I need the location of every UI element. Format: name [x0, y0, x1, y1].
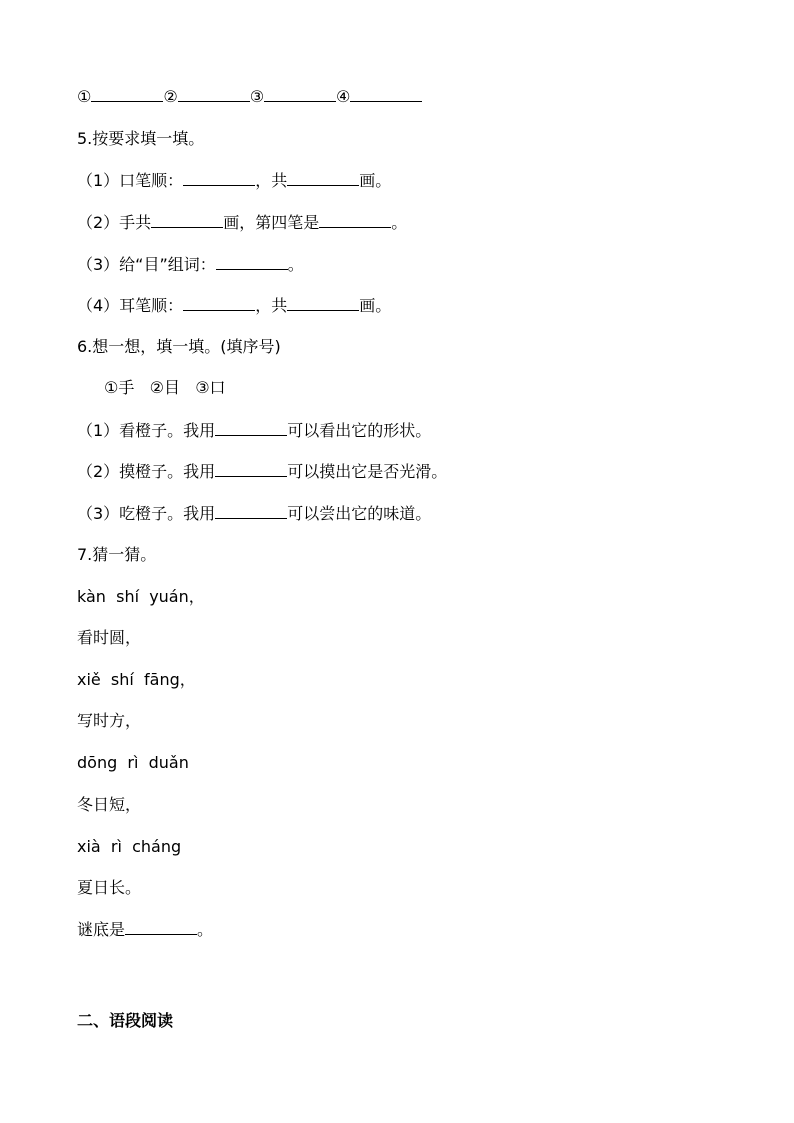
- blank-q5-3[interactable]: [216, 254, 288, 270]
- blank-q6-1[interactable]: [215, 420, 287, 436]
- circle-4: ④: [336, 87, 351, 106]
- q7-title: 7.猜一猜。: [77, 545, 157, 564]
- blank-q4-3[interactable]: [264, 86, 336, 102]
- riddle-line-2: 写时方，: [77, 711, 142, 730]
- blank-q5-1b[interactable]: [287, 170, 359, 186]
- blank-q4-4[interactable]: [350, 86, 422, 102]
- q6-options: ①手 ②目 ③口: [104, 378, 226, 397]
- blank-q5-4b[interactable]: [287, 295, 359, 311]
- riddle-pinyin-2: xiě shí fāng，: [77, 670, 196, 689]
- circle-3: ③: [249, 87, 265, 106]
- circle-1: ①: [77, 87, 92, 106]
- riddle-pinyin-3: dōng rì duǎn: [77, 753, 189, 772]
- q5-item-4: （4）耳笔顺： ，共 画。: [77, 296, 392, 315]
- blank-riddle-answer[interactable]: [125, 919, 197, 935]
- q5-item-1: （1）口笔顺： ，共 画。: [77, 171, 392, 190]
- q4-answer-line: [77, 86, 422, 108]
- riddle-pinyin-4: xià rì cháng: [77, 837, 182, 856]
- q5-item-3: （3）给“目”组词： 。: [77, 255, 304, 274]
- q5-title: 5.按要求填一填。: [77, 129, 205, 148]
- riddle-answer: 谜底是 。: [77, 920, 214, 939]
- q5-item-2: （2）手共 画，第四笔是 。: [77, 213, 408, 232]
- q6-item-1: （1）看橙子。我用 可以看出它的形状。: [77, 421, 432, 440]
- blank-q5-2b[interactable]: [319, 212, 391, 228]
- blank-q4-2[interactable]: [178, 86, 250, 102]
- q6-title: 6.想一想，填一填。(填序号): [77, 337, 281, 356]
- blank-q6-2[interactable]: [215, 461, 287, 477]
- section-2-title: 二、语段阅读: [77, 1011, 174, 1030]
- riddle-pinyin-1: kàn shí yuán，: [77, 587, 205, 606]
- riddle-line-1: 看时圆，: [77, 628, 142, 647]
- blank-q4-1[interactable]: [91, 86, 163, 102]
- q6-item-3: （3）吃橙子。我用 可以尝出它的味道。: [77, 504, 432, 523]
- blank-q5-1a[interactable]: [183, 170, 255, 186]
- riddle-line-4: 夏日长。: [77, 878, 142, 897]
- blank-q6-3[interactable]: [215, 503, 287, 519]
- circle-2: ②: [163, 87, 178, 106]
- riddle-line-3: 冬日短，: [77, 795, 142, 814]
- blank-q5-2a[interactable]: [151, 212, 223, 228]
- q6-item-2: （2）摸橙子。我用 可以摸出它是否光滑。: [77, 462, 448, 481]
- blank-q5-4a[interactable]: [183, 295, 255, 311]
